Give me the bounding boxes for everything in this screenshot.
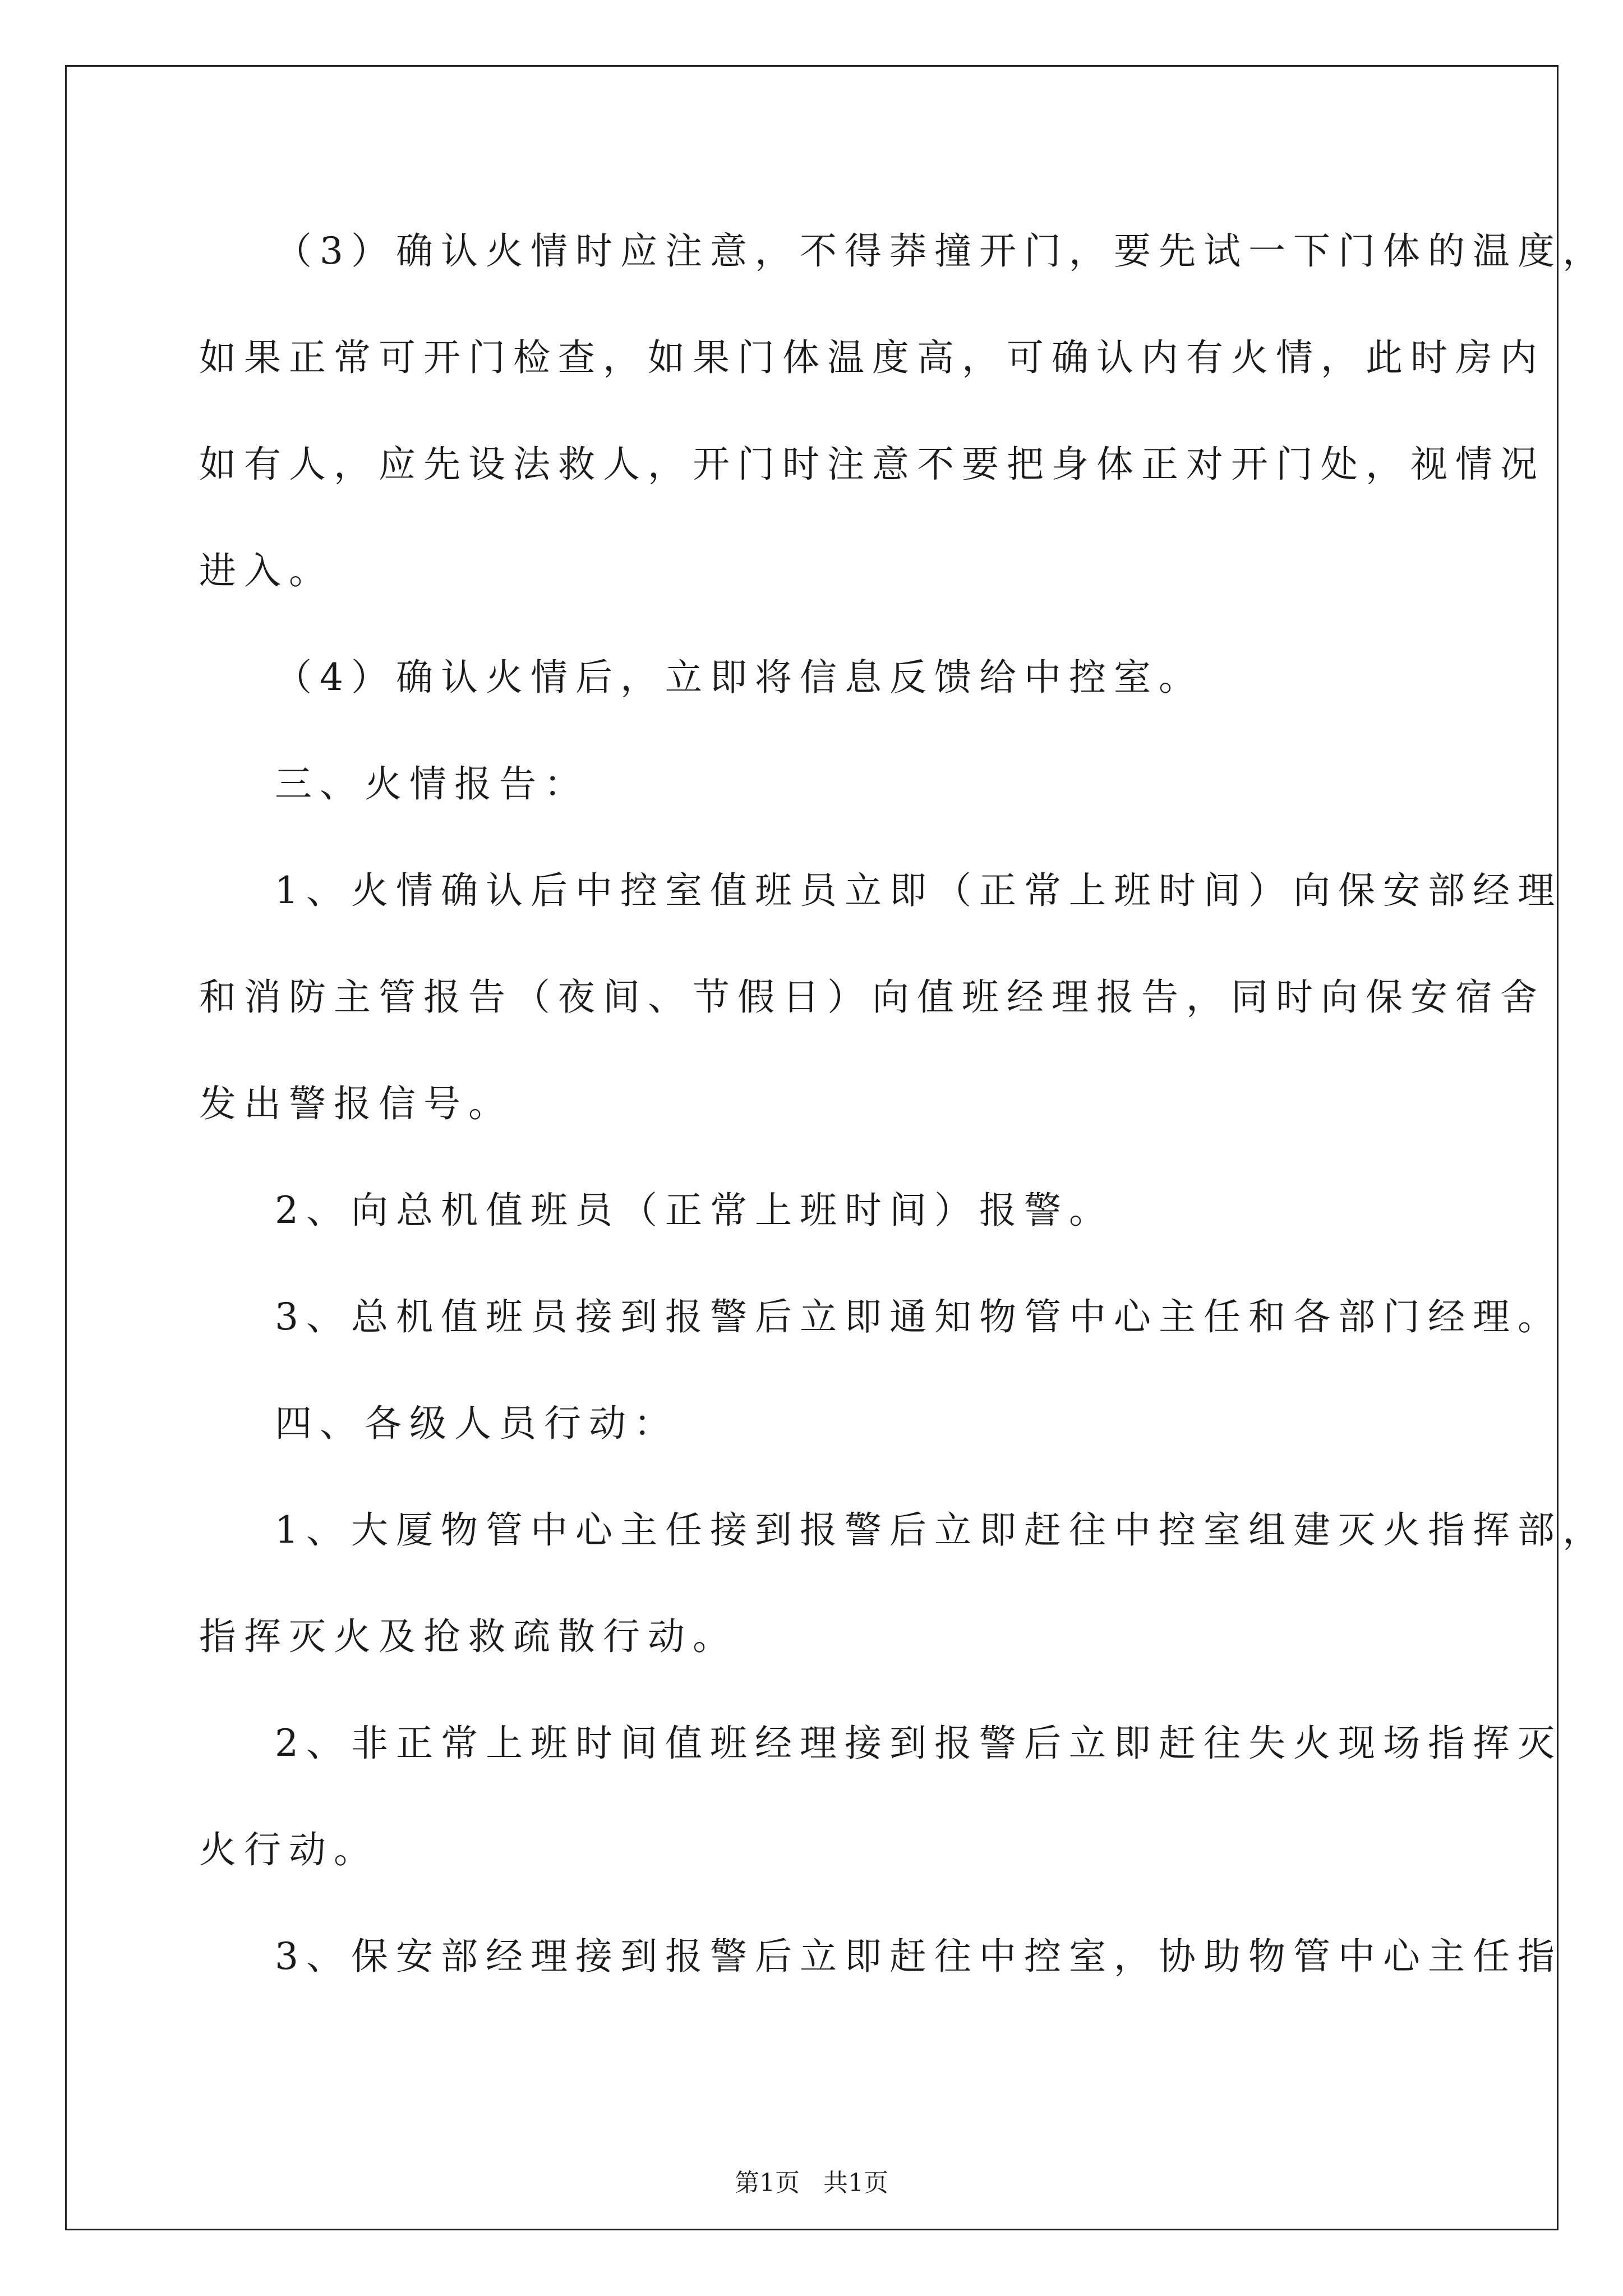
text-line: 3、总机值班员接到报警后立即通知物管中心主任和各部门经理。 [275, 1295, 1562, 1338]
text-line: （3）确认火情时应注意，不得莽撞开门，要先试一下门体的温度， [275, 229, 1607, 273]
text-line: 如有人，应先设法救人，开门时注意不要把身体正对开门处，视情况 [199, 443, 1545, 486]
text-line: 和消防主管报告（夜间、节假日）向值班经理报告，同时向保安宿舍 [199, 976, 1545, 1019]
section-heading: 四、各级人员行动： [275, 1402, 679, 1445]
text-line: 进入。 [199, 549, 334, 592]
text-line: （4）确认火情后，立即将信息反馈给中控室。 [275, 656, 1204, 699]
page-number-footer: 第1页 共1页 [735, 2169, 888, 2197]
text-line: 指挥灭火及抢救疏散行动。 [199, 1615, 737, 1658]
section-heading: 三、火情报告： [275, 762, 589, 806]
text-line: 1、火情确认后中控室值班员立即（正常上班时间）向保安部经理 [275, 869, 1562, 912]
text-line: 1、大厦物管中心主任接到报警后立即赶往中控室组建灭火指挥部， [275, 1508, 1607, 1552]
text-line: 2、非正常上班时间值班经理接到报警后立即赶往失火现场指挥灭 [275, 1722, 1562, 1765]
page-border [65, 65, 1559, 2230]
text-line: 火行动。 [199, 1828, 379, 1871]
text-line: 如果正常可开门检查，如果门体温度高，可确认内有火情，此时房内 [199, 336, 1545, 379]
text-line: 3、保安部经理接到报警后立即赶往中控室，协助物管中心主任指 [275, 1935, 1562, 1978]
text-line: 发出警报信号。 [199, 1082, 513, 1125]
text-line: 2、向总机值班员（正常上班时间）报警。 [275, 1189, 1114, 1232]
